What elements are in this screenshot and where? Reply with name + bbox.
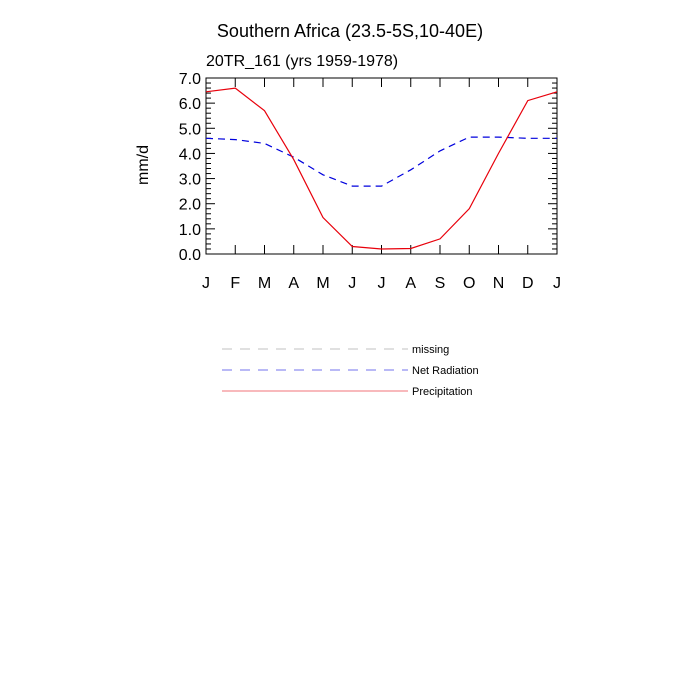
x-tick-label: J bbox=[348, 275, 357, 292]
x-tick-label: M bbox=[316, 275, 330, 292]
legend-label: Precipitation bbox=[412, 386, 473, 398]
x-tick-label: F bbox=[230, 275, 241, 292]
x-tick-label: N bbox=[492, 275, 505, 292]
y-tick-label: 3.0 bbox=[178, 171, 201, 189]
x-tick-label: S bbox=[434, 275, 446, 292]
chart-title: Southern Africa (23.5-5S,10-40E) bbox=[216, 21, 484, 41]
y-tick-label: 2.0 bbox=[178, 196, 201, 214]
chart-subtitle: 20TR_161 (yrs 1959-1978) bbox=[206, 53, 399, 70]
y-axis-label: mm/d bbox=[135, 145, 152, 185]
plot-area bbox=[179, 71, 561, 292]
y-tick-label: 1.0 bbox=[178, 221, 201, 239]
x-tick-label: O bbox=[463, 275, 476, 292]
x-tick-label: M bbox=[257, 275, 272, 292]
legend-label: Net Radiation bbox=[412, 365, 479, 377]
y-tick-label: 6.0 bbox=[178, 96, 201, 114]
series-line-net-radiation bbox=[206, 137, 557, 186]
y-tick-label: 4.0 bbox=[178, 146, 201, 164]
x-tick-label: A bbox=[405, 275, 417, 292]
y-tick-label: 5.0 bbox=[178, 121, 201, 139]
legend-label: missing bbox=[412, 344, 450, 356]
series-line-precipitation bbox=[206, 88, 557, 249]
x-tick-label: J bbox=[553, 275, 561, 292]
plot-frame bbox=[206, 78, 557, 254]
y-tick-label: 0.0 bbox=[178, 247, 201, 264]
y-tick-label: 7.0 bbox=[178, 71, 201, 88]
x-tick-label: A bbox=[288, 275, 300, 292]
x-tick-label: D bbox=[521, 275, 534, 292]
x-tick-label: J bbox=[377, 275, 386, 292]
legend bbox=[222, 344, 479, 398]
x-tick-label: J bbox=[202, 275, 210, 292]
